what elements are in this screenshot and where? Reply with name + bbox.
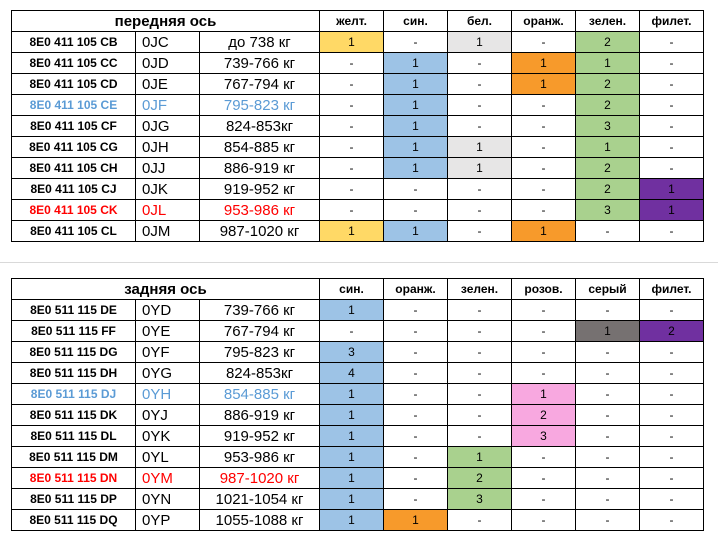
weight-range: 919-952 кг — [200, 179, 320, 200]
rear-header-2: зелен. — [448, 279, 512, 300]
table-row — [12, 95, 704, 116]
marking-count: - — [320, 95, 384, 116]
marking-count: - — [384, 468, 448, 489]
spring-code: 0JE — [136, 74, 200, 95]
front-header-2: бел. — [448, 11, 512, 32]
spring-code: 0YF — [136, 342, 200, 363]
marking-count: 1 — [320, 32, 384, 53]
part-number: 8E0 411 105 CF — [12, 116, 136, 137]
part-number: 8E0 411 105 CJ — [12, 179, 136, 200]
marking-count: - — [448, 342, 512, 363]
spring-code: 0YK — [136, 426, 200, 447]
marking-count: 1 — [448, 158, 512, 179]
weight-range: 854-885 кг — [200, 137, 320, 158]
front-header-1: син. — [384, 11, 448, 32]
marking-count: - — [576, 300, 640, 321]
front-header-5: филет. — [640, 11, 704, 32]
marking-count: - — [320, 158, 384, 179]
marking-count: - — [576, 468, 640, 489]
weight-range: до 738 кг — [200, 32, 320, 53]
marking-count: 1 — [320, 426, 384, 447]
marking-count: - — [512, 468, 576, 489]
marking-count: 3 — [576, 116, 640, 137]
marking-count: - — [384, 447, 448, 468]
table-row — [12, 300, 704, 321]
table-row — [12, 363, 704, 384]
weight-range: 886-919 кг — [200, 158, 320, 179]
marking-count: 1 — [576, 53, 640, 74]
table-row — [12, 447, 704, 468]
weight-range: 886-919 кг — [200, 405, 320, 426]
marking-count: - — [320, 116, 384, 137]
rear-axle-rows — [12, 300, 704, 531]
marking-count: - — [640, 405, 704, 426]
part-number: 8E0 511 115 DH — [12, 363, 136, 384]
marking-count: - — [576, 447, 640, 468]
part-number: 8E0 411 105 CB — [12, 32, 136, 53]
part-number: 8E0 411 105 CL — [12, 221, 136, 242]
marking-count: 3 — [576, 200, 640, 221]
marking-count: 1 — [320, 300, 384, 321]
marking-count: - — [448, 363, 512, 384]
part-number: 8E0 511 115 DE — [12, 300, 136, 321]
marking-count: 1 — [512, 53, 576, 74]
part-number: 8E0 511 115 FF — [12, 321, 136, 342]
rear-header-1: оранж. — [384, 279, 448, 300]
marking-count: 2 — [576, 32, 640, 53]
marking-count: - — [512, 200, 576, 221]
marking-count: 1 — [640, 179, 704, 200]
table-row — [12, 200, 704, 221]
marking-count: - — [320, 200, 384, 221]
marking-count: 1 — [320, 221, 384, 242]
marking-count: 4 — [320, 363, 384, 384]
marking-count: - — [384, 384, 448, 405]
marking-count: - — [640, 342, 704, 363]
marking-count: 1 — [320, 510, 384, 531]
marking-count: - — [576, 363, 640, 384]
weight-range: 767-794 кг — [200, 321, 320, 342]
marking-count: 1 — [448, 447, 512, 468]
marking-count: - — [640, 447, 704, 468]
marking-count: 1 — [384, 116, 448, 137]
marking-count: - — [384, 363, 448, 384]
marking-count: - — [576, 221, 640, 242]
rear-header-0: син. — [320, 279, 384, 300]
table-row — [12, 342, 704, 363]
spring-code: 0YJ — [136, 405, 200, 426]
marking-count: 3 — [320, 342, 384, 363]
part-number: 8E0 411 105 CE — [12, 95, 136, 116]
rear-header-5: филет. — [640, 279, 704, 300]
part-number: 8E0 411 105 CK — [12, 200, 136, 221]
marking-count: - — [320, 137, 384, 158]
marking-count: - — [640, 510, 704, 531]
marking-count: - — [512, 510, 576, 531]
marking-count: - — [384, 200, 448, 221]
rear-axle-title: задняя ось — [12, 279, 320, 300]
marking-count: - — [512, 447, 576, 468]
weight-range: 795-823 кг — [200, 95, 320, 116]
marking-count: 1 — [384, 158, 448, 179]
marking-count: - — [448, 116, 512, 137]
table-row — [12, 405, 704, 426]
marking-count: - — [448, 321, 512, 342]
marking-count: 1 — [320, 384, 384, 405]
spring-code: 0JD — [136, 53, 200, 74]
marking-count: - — [448, 300, 512, 321]
weight-range: 854-885 кг — [200, 384, 320, 405]
marking-count: - — [512, 95, 576, 116]
marking-count: - — [640, 384, 704, 405]
marking-count: 3 — [448, 489, 512, 510]
weight-range: 953-986 кг — [200, 447, 320, 468]
marking-count: - — [448, 221, 512, 242]
marking-count: 1 — [448, 32, 512, 53]
marking-count: 2 — [576, 158, 640, 179]
marking-count: 1 — [320, 468, 384, 489]
weight-range: 739-766 кг — [200, 300, 320, 321]
marking-count: - — [448, 95, 512, 116]
marking-count: 1 — [576, 321, 640, 342]
marking-count: - — [448, 179, 512, 200]
marking-count: 1 — [384, 137, 448, 158]
weight-range: 824-853кг — [200, 363, 320, 384]
marking-count: - — [448, 405, 512, 426]
spring-code: 0YD — [136, 300, 200, 321]
marking-count: - — [448, 74, 512, 95]
marking-count: - — [512, 32, 576, 53]
marking-count: 2 — [576, 179, 640, 200]
rear-header-row — [12, 279, 704, 300]
spring-code: 0JM — [136, 221, 200, 242]
spring-code: 0YE — [136, 321, 200, 342]
spring-code: 0JF — [136, 95, 200, 116]
spring-code: 0YG — [136, 363, 200, 384]
weight-range: 1021-1054 кг — [200, 489, 320, 510]
marking-count: - — [448, 53, 512, 74]
front-axle-title: передняя ось — [12, 11, 320, 32]
spring-code: 0YN — [136, 489, 200, 510]
table-row — [12, 384, 704, 405]
part-number: 8E0 411 105 CC — [12, 53, 136, 74]
marking-count: 1 — [576, 137, 640, 158]
part-number: 8E0 511 115 DP — [12, 489, 136, 510]
marking-count: - — [448, 200, 512, 221]
marking-count: 2 — [576, 74, 640, 95]
marking-count: 1 — [512, 221, 576, 242]
marking-count: - — [384, 342, 448, 363]
marking-count: 2 — [640, 321, 704, 342]
front-header-row — [12, 11, 704, 32]
table-row — [12, 426, 704, 447]
weight-range: 739-766 кг — [200, 53, 320, 74]
marking-count: 2 — [512, 405, 576, 426]
marking-count: - — [512, 300, 576, 321]
marking-count: - — [384, 179, 448, 200]
table-row — [12, 32, 704, 53]
marking-count: - — [384, 405, 448, 426]
part-number: 8E0 411 105 CG — [12, 137, 136, 158]
rear-axle-table — [11, 278, 704, 531]
part-number: 8E0 411 105 CH — [12, 158, 136, 179]
weight-range: 987-1020 кг — [200, 468, 320, 489]
table-row — [12, 321, 704, 342]
spring-code: 0YP — [136, 510, 200, 531]
marking-count: - — [512, 342, 576, 363]
part-number: 8E0 511 115 DQ — [12, 510, 136, 531]
table-row — [12, 74, 704, 95]
marking-count: 2 — [448, 468, 512, 489]
marking-count: - — [640, 53, 704, 74]
table-row — [12, 489, 704, 510]
spring-code: 0JC — [136, 32, 200, 53]
marking-count: 1 — [512, 74, 576, 95]
part-number: 8E0 511 115 DK — [12, 405, 136, 426]
table-row — [12, 53, 704, 74]
marking-count: - — [576, 342, 640, 363]
marking-count: 1 — [384, 510, 448, 531]
marking-count: - — [512, 363, 576, 384]
marking-count: - — [384, 426, 448, 447]
marking-count: - — [512, 489, 576, 510]
marking-count: - — [640, 363, 704, 384]
table-row — [12, 510, 704, 531]
spring-code: 0JK — [136, 179, 200, 200]
marking-count: 1 — [320, 489, 384, 510]
marking-count: - — [512, 137, 576, 158]
table-row — [12, 158, 704, 179]
spring-code: 0YM — [136, 468, 200, 489]
marking-count: 2 — [576, 95, 640, 116]
marking-count: - — [320, 74, 384, 95]
weight-range: 795-823 кг — [200, 342, 320, 363]
marking-count: 1 — [320, 405, 384, 426]
marking-count: - — [576, 384, 640, 405]
marking-count: - — [384, 489, 448, 510]
part-number: 8E0 511 115 DJ — [12, 384, 136, 405]
marking-count: 1 — [512, 384, 576, 405]
part-number: 8E0 511 115 DG — [12, 342, 136, 363]
marking-count: - — [320, 53, 384, 74]
marking-count: - — [512, 321, 576, 342]
marking-count: 1 — [320, 447, 384, 468]
weight-range: 1055-1088 кг — [200, 510, 320, 531]
marking-count: - — [576, 426, 640, 447]
marking-count: - — [512, 179, 576, 200]
marking-count: 1 — [384, 53, 448, 74]
marking-count: - — [320, 179, 384, 200]
marking-count: - — [640, 489, 704, 510]
rear-header-3: розов. — [512, 279, 576, 300]
front-header-4: зелен. — [576, 11, 640, 32]
marking-count: 1 — [384, 74, 448, 95]
marking-count: - — [640, 116, 704, 137]
marking-count: 1 — [448, 137, 512, 158]
spring-code: 0YH — [136, 384, 200, 405]
marking-count: 1 — [640, 200, 704, 221]
spring-code: 0JG — [136, 116, 200, 137]
front-header-0: желт. — [320, 11, 384, 32]
section-divider — [0, 262, 718, 263]
marking-count: - — [640, 158, 704, 179]
marking-count: 1 — [384, 95, 448, 116]
spring-code: 0YL — [136, 447, 200, 468]
marking-count: - — [320, 321, 384, 342]
part-number: 8E0 511 115 DL — [12, 426, 136, 447]
part-number: 8E0 411 105 CD — [12, 74, 136, 95]
marking-count: - — [384, 32, 448, 53]
front-axle-table — [11, 10, 704, 242]
marking-count: - — [448, 426, 512, 447]
marking-count: - — [448, 510, 512, 531]
marking-count: - — [640, 468, 704, 489]
marking-count: 3 — [512, 426, 576, 447]
table-row — [12, 116, 704, 137]
marking-count: - — [640, 300, 704, 321]
marking-count: - — [640, 221, 704, 242]
front-header-3: оранж. — [512, 11, 576, 32]
spring-code: 0JH — [136, 137, 200, 158]
part-number: 8E0 511 115 DN — [12, 468, 136, 489]
spring-code: 0JJ — [136, 158, 200, 179]
marking-count: - — [448, 384, 512, 405]
spring-code: 0JL — [136, 200, 200, 221]
weight-range: 953-986 кг — [200, 200, 320, 221]
weight-range: 824-853кг — [200, 116, 320, 137]
table-row — [12, 221, 704, 242]
marking-count: - — [640, 74, 704, 95]
marking-count: - — [384, 300, 448, 321]
marking-count: - — [512, 116, 576, 137]
weight-range: 767-794 кг — [200, 74, 320, 95]
weight-range: 919-952 кг — [200, 426, 320, 447]
weight-range: 987-1020 кг — [200, 221, 320, 242]
front-axle-rows — [12, 32, 704, 242]
marking-count: - — [640, 95, 704, 116]
table-row — [12, 179, 704, 200]
marking-count: 1 — [384, 221, 448, 242]
marking-count: - — [384, 321, 448, 342]
marking-count: - — [576, 510, 640, 531]
part-number: 8E0 511 115 DM — [12, 447, 136, 468]
marking-count: - — [576, 405, 640, 426]
rear-header-4: серый — [576, 279, 640, 300]
marking-count: - — [512, 158, 576, 179]
marking-count: - — [640, 32, 704, 53]
marking-count: - — [576, 489, 640, 510]
table-row — [12, 137, 704, 158]
marking-count: - — [640, 426, 704, 447]
table-row — [12, 468, 704, 489]
marking-count: - — [640, 137, 704, 158]
